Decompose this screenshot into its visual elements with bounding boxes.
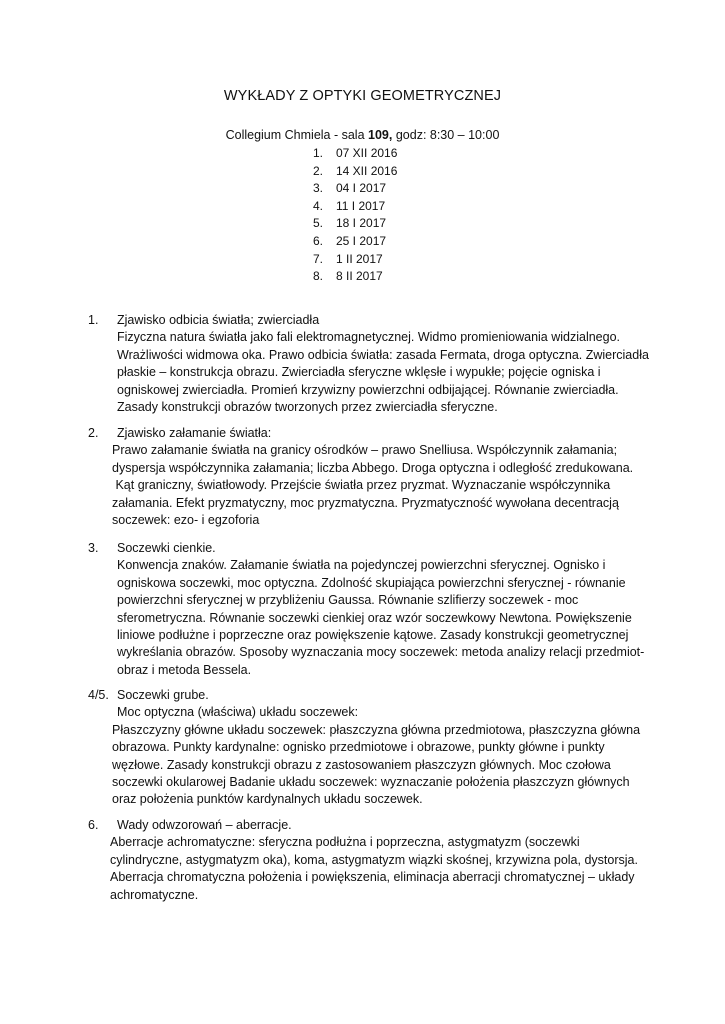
section-body [117,329,648,416]
section-3 [88,540,648,679]
section-line: obrazowa. Punkty kardynalne: ognisko przedmiotowe i obrazowe, punkty główne i punkty [112,740,605,755]
section-line: załamania. Efekt pryzmatyczny, moc pryzmatyczna. Pryzmatyczność wywołana decentracją [112,495,619,510]
section-line: Zasady konstrukcji obrazów tworzonych przez zwierciadła sferyczne. [117,399,498,414]
date-number: 5. [313,216,324,231]
date-item [313,145,397,163]
date-number: 3. [313,181,324,196]
section-heading [88,540,648,557]
venue-prefix: Collegium Chmiela - sala [225,128,369,142]
section-title: Soczewki cienkie. [117,541,216,555]
section-heading [88,312,648,329]
lecture-dates-list [313,145,397,286]
section-line: Konwencja znaków. Załamanie światła na pojedynczej powierzchni sferycznej. Ognisko i [117,558,606,573]
date-value: 07 XII 2016 [336,146,398,160]
document-title: WYKŁADY Z OPTYKI GEOMETRYCZNEJ [223,88,502,104]
section-line: płaskie – konstrukcja obrazu. Zwierciadła sferyczne wklęsłe i wypukłe; pojęcie ogniska i [117,365,601,380]
date-value: 14 XII 2016 [336,163,398,178]
date-value: 1 II 2017 [336,251,383,266]
date-number: 7. [313,251,324,266]
section-2 [88,425,648,529]
section-1 [88,312,648,416]
date-value: 8 II 2017 [336,269,383,284]
section-number: 6. [88,818,99,832]
section-line: liniowe podłużne i poprzeczne oraz powiększenie kątowe. Zasady konstrukcji geometrycznej [117,627,629,642]
section-4-5 [88,687,648,809]
date-item [313,180,397,198]
date-item [313,268,397,286]
section-title: Soczewki grube. [117,688,209,702]
section-line: ogniskowej zwierciadła. Promień krzywizny powierzchni odbijającej. Równanie zwierciadła. [117,382,619,397]
section-title: Wady odwzorowań – aberracje. [117,818,292,832]
section-line: powierzchni sferycznej w przybliżeniu Gaussa. Równanie szlifierzy soczewek - moc [117,593,579,608]
section-line: Aberracje achromatyczne: sferyczna podłużna i poprzeczna, astygmatyzm (soczewki [110,835,580,850]
date-number: 1. [313,146,324,160]
section-line: Płaszczyzny główne układu soczewek: płaszczyzna główna przedmiotowa, płaszczyzna główna [112,722,641,737]
section-line: ogniskowa soczewki, moc optyczna. Zdolność skupiająca powierzchni sferycznej - równanie [117,575,626,590]
section-body [112,442,648,529]
section-line: Fizyczna natura światła jako fali elektromagnetycznej. Widmo promieniowania widzialnego. [117,330,621,345]
section-body [112,704,648,808]
section-heading [88,425,648,442]
date-number: 8. [313,269,324,284]
section-6 [88,817,648,904]
date-value: 11 I 2017 [336,198,386,213]
date-item [313,215,397,233]
section-line: achromatyczne. [110,887,199,902]
section-body [110,834,648,904]
section-line: węzłowe. Zasady konstrukcji obrazu z zastosowaniem płaszczyzn głównych. Moc czołowa [112,757,611,772]
section-number: 4/5. [88,688,109,702]
section-line: Aberracja chromatyczna położenia i powiększenia, eliminacja aberracji chromatycznej – układy [110,870,635,885]
section-line: Kąt graniczny, światłowody. Przejście światła przez pryzmat. Wyznaczanie współczynnika [112,478,611,493]
section-title: Zjawisko odbicia światła; zwierciadła [117,313,320,327]
section-line: obraz i metoda Bessela. [117,662,252,677]
date-value: 25 I 2017 [336,233,387,248]
section-line: soczewki okularowej Badanie układu soczewek: wyznaczanie położenia płaszczyzn głównych [112,774,630,789]
date-item [313,233,397,251]
section-number: 1. [88,313,99,327]
section-line: oraz położenia punktów kardynalnych układu soczewek. [112,792,423,807]
section-number: 2. [88,426,99,440]
date-item [313,163,397,181]
section-line: cylindryczne, astygmatyzm oka), koma, astygmatyzm wiązki skośnej, krzywizna pola, dystorsja. [110,852,638,867]
section-number: 3. [88,541,99,555]
section-line: sferometryczna. Równanie soczewki cienkiej oraz wzór soczewkowy Newtona. Powiększenie [117,610,632,625]
venue-room: 109, [368,128,393,142]
section-line: dyspersja współczynnika załamania; liczba Abbego. Droga optyczna i odległość zredukowana. [112,460,634,475]
date-number: 6. [313,233,324,248]
section-heading [88,687,648,704]
section-line: soczewek: ezo- i egzoforia [112,512,260,527]
date-item [313,251,397,269]
date-item [313,198,397,216]
date-number: 2. [313,163,324,178]
section-line: Moc optyczna (właściwa) układu soczewek: [117,705,359,720]
date-number: 4. [313,198,324,213]
section-line: Wrażliwości widmowa oka. Prawo odbicia światła: zasada Fermata, droga optyczna. Zwierciadła [117,347,649,362]
venue-suffix: godz: 8:30 – 10:00 [392,128,500,142]
section-line: wykreślania obrazów. Sposoby wyznaczania mocy soczewek: metoda analizy relacji przedmiot- [117,645,645,660]
section-title: Zjawisko załamanie światła: [117,426,272,440]
section-line: Prawo załamanie światła na granicy ośrodków – prawo Snelliusa. Współczynnik załamania; [112,443,618,458]
section-heading [88,817,648,834]
date-value: 04 I 2017 [336,181,387,196]
venue-line [0,128,725,142]
date-value: 18 I 2017 [336,216,387,231]
section-body [117,557,648,679]
